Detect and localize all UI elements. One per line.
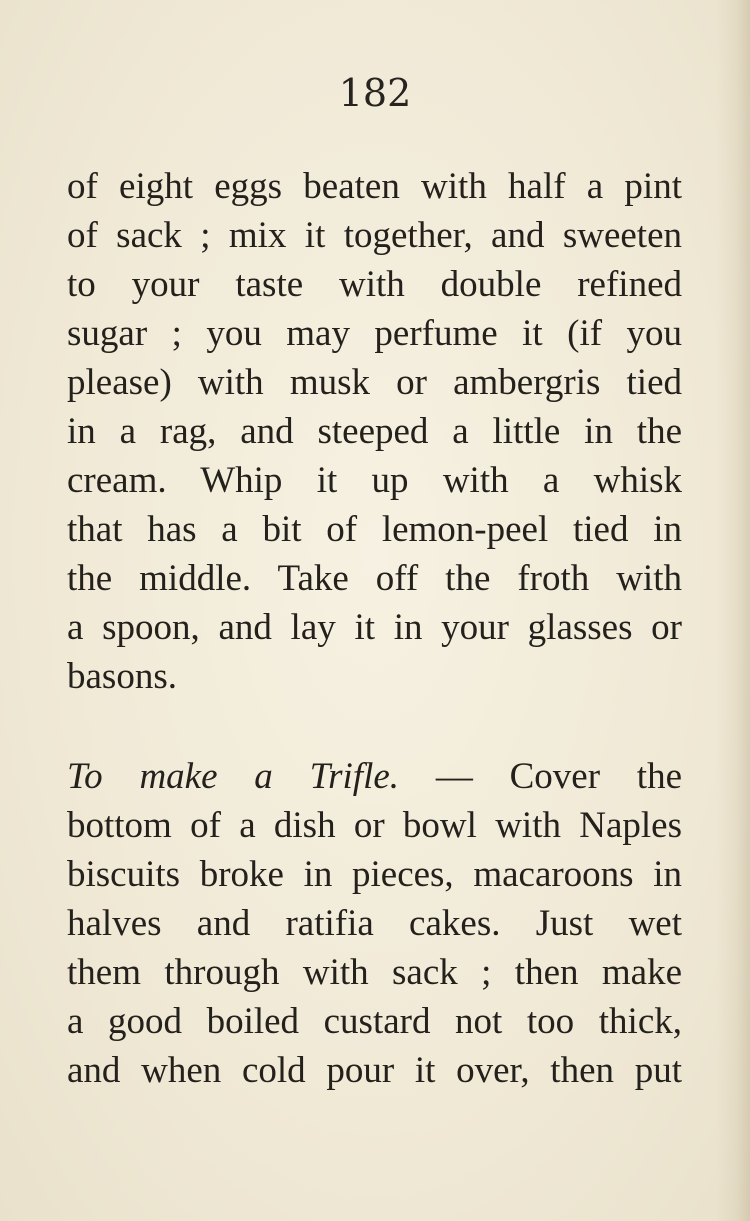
recipe-first-line xyxy=(67,752,682,801)
text-line: in a rag, and steeped a little in the xyxy=(67,411,682,452)
text-line: cream. Whip it up with a whisk xyxy=(67,460,682,501)
text-line: basons. xyxy=(67,656,177,697)
text-line: to your taste with double refined xyxy=(67,264,682,305)
text-line: of sack ; mix it together, and sweeten xyxy=(67,215,682,256)
text-line: bottom of a dish or bowl with Naples xyxy=(67,805,682,846)
recipe-first-line-text: — Cover the xyxy=(435,756,682,797)
text-line: a spoon, and lay it in your glasses or xyxy=(67,607,682,648)
text-line: a good boiled custard not too thick, xyxy=(67,1001,682,1042)
recipe-heading: To make a Trifle. xyxy=(67,756,400,797)
text-line: please) with musk or ambergris tied xyxy=(67,362,682,403)
page-edge-shadow xyxy=(716,0,750,1221)
text-line: and when cold pour it over, then put xyxy=(67,1050,682,1091)
trifle-recipe-paragraph xyxy=(67,752,682,1095)
paragraph-continuation xyxy=(67,162,682,701)
text-line: of eight eggs beaten with half a pint xyxy=(67,166,682,207)
text-line: that has a bit of lemon-peel tied in xyxy=(67,509,682,550)
text-line: biscuits broke in pieces, macaroons in xyxy=(67,854,682,895)
text-line: sugar ; you may perfume it (if you xyxy=(67,313,682,354)
page-number: 182 xyxy=(338,71,412,115)
text-line: halves and ratifia cakes. Just wet xyxy=(67,903,682,944)
text-line: them through with sack ; then make xyxy=(67,952,682,993)
text-line: the middle. Take off the froth with xyxy=(67,558,682,599)
